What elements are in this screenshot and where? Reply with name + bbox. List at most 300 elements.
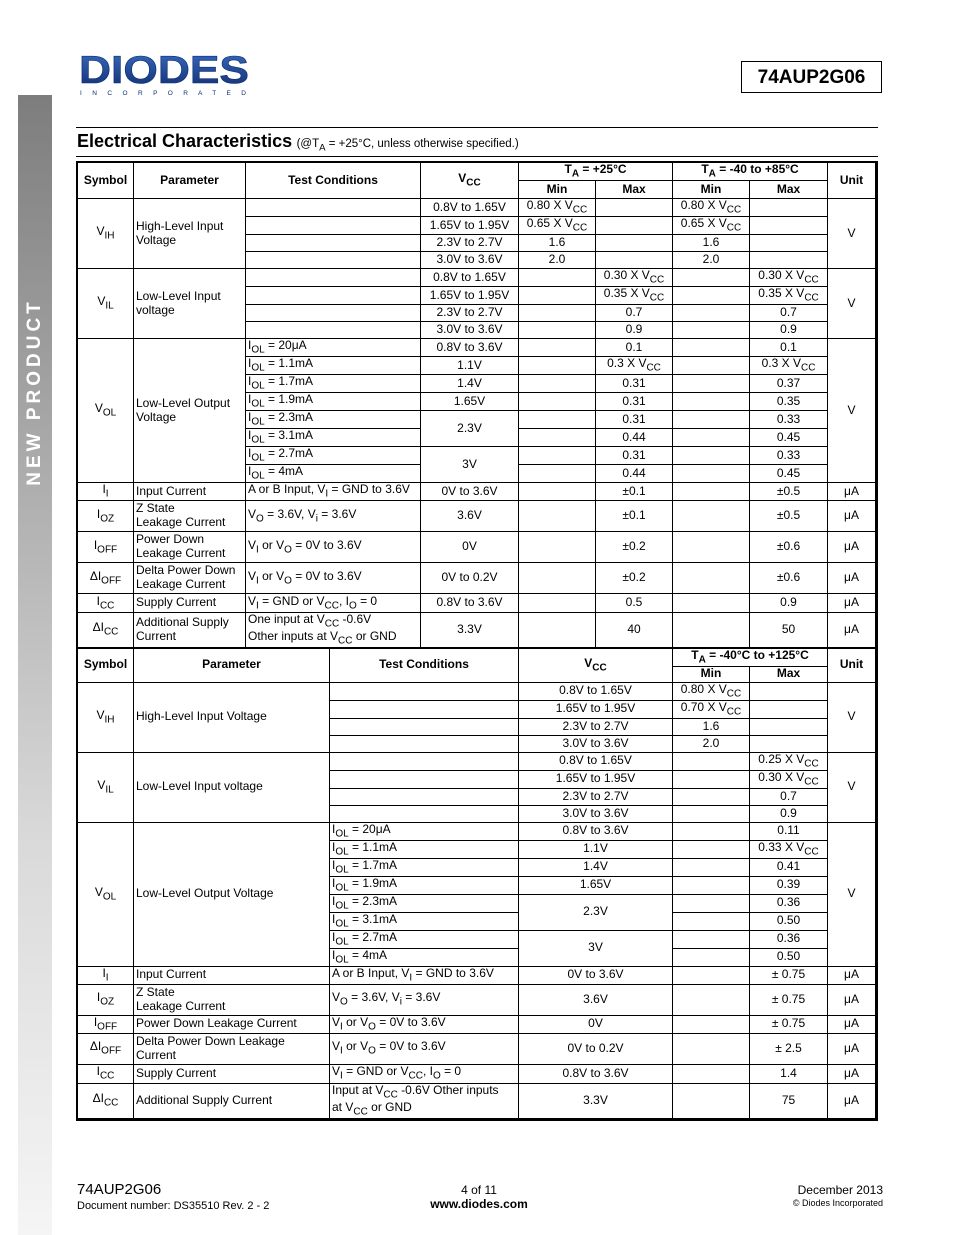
table-cell [519, 483, 596, 501]
table-cell: 1.1V [421, 357, 519, 375]
table-cell [750, 700, 828, 718]
table-cell [673, 429, 750, 447]
table-cell: $\Delta I_{OFF}$ [78, 563, 134, 594]
table-cell [673, 1064, 750, 1083]
table-cell [330, 682, 519, 700]
table-cell: $V_{OL}$ [78, 822, 134, 966]
table-cell: 2.3V to 2.7V [421, 235, 519, 252]
table-cell [673, 594, 750, 613]
table-cell: 0.5 [596, 594, 673, 613]
table-cell [246, 235, 421, 252]
table-cell [519, 322, 596, 339]
table-cell: $I_{OL} = 1.1mA$ [246, 357, 421, 375]
table-ta-125 [77, 648, 876, 1119]
table-cell: 0.70 X $V_{CC}$ [673, 700, 750, 718]
table-cell: 0.65 X $V_{CC}$ [519, 217, 596, 235]
table-cell: ± 0.75 [750, 966, 828, 984]
footer-page-number: 4 of 11 [461, 1183, 497, 1197]
table-cell: 0.9 [750, 322, 828, 339]
table-cell: $I_{OL} = 2.7mA$ [330, 930, 519, 948]
table-cell: 0.44 [596, 429, 673, 447]
table-cell: 40 [596, 613, 673, 648]
table-cell [596, 235, 673, 252]
table-cell: 2.3V to 2.7V [519, 788, 673, 805]
table-cell [673, 984, 750, 1015]
table-cell [673, 966, 750, 984]
table-cell: ±0.5 [750, 483, 828, 501]
table-cell: Supply Current [134, 594, 246, 613]
table-cell: Additional Supply Current [134, 1083, 330, 1118]
th-ta-25: $T_A = +25^\circ C$ [519, 163, 673, 181]
table-cell: 1.4 [750, 1064, 828, 1083]
footer-part-number: 74AUP2G06 [77, 1181, 162, 1198]
th-unit: Unit [828, 163, 876, 199]
table-cell [330, 805, 519, 822]
table-cell: 1.6 [519, 235, 596, 252]
table-cell: 0.36 [750, 930, 828, 948]
table-cell: $V_I$ = GND or $V_{CC}$, $I_O = 0$ [330, 1064, 519, 1083]
table-cell: $V_I$ or $V_O = 0V$ to 3.6V [330, 1015, 519, 1033]
table-cell: V [828, 682, 876, 752]
table-cell [246, 287, 421, 305]
table-cell: μA [828, 532, 876, 563]
table-row [78, 682, 876, 700]
th-min: Min [519, 181, 596, 199]
th-symbol: Symbol [78, 648, 134, 682]
table-cell [596, 199, 673, 217]
table-cell: 0.45 [750, 465, 828, 483]
table-cell [750, 199, 828, 217]
table-cell [750, 735, 828, 752]
table-cell: 1.6 [673, 718, 750, 735]
table-cell: 0.31 [596, 447, 673, 465]
table-cell: $I_I$ [78, 966, 134, 984]
table-cell [519, 393, 596, 411]
table-cell [519, 465, 596, 483]
table-cell: 0.80 X $V_{CC}$ [519, 199, 596, 217]
table-row [78, 1015, 876, 1033]
table-cell [330, 700, 519, 718]
table-cell: $V_{OL}$ [78, 339, 134, 483]
table-cell: 0.8V to 1.65V [421, 269, 519, 287]
th-test-conditions: Test Conditions [330, 648, 519, 682]
table-cell: 0.7 [750, 788, 828, 805]
table-cell [673, 339, 750, 357]
table-cell [519, 613, 596, 648]
table-cell [673, 563, 750, 594]
table-cell: $V_O = 3.6V$, $V_i = 3.6V$ [330, 984, 519, 1015]
th-symbol: Symbol [78, 163, 134, 199]
table-cell: 2.0 [673, 252, 750, 269]
table-cell: ±0.1 [596, 501, 673, 532]
table-cell: Supply Current [134, 1064, 330, 1083]
table-cell: μA [828, 1033, 876, 1064]
table-cell: 3.3V [421, 613, 519, 648]
table-cell [673, 305, 750, 322]
table-cell: 1.6 [673, 235, 750, 252]
table-cell: $I_{OL} = 20\mu A$ [330, 822, 519, 840]
table-row [78, 532, 876, 563]
table-cell: μA [828, 594, 876, 613]
table-cell: V [828, 339, 876, 483]
table-row [78, 984, 876, 1015]
table-cell: $I_{OL} = 20\mu A$ [246, 339, 421, 357]
table-cell: 0V to 0.2V [519, 1033, 673, 1064]
table-cell: 0.7 [596, 305, 673, 322]
table-cell [750, 235, 828, 252]
table-cell: 3.0V to 3.6V [519, 805, 673, 822]
table-row [78, 199, 876, 217]
table-cell: 0.3 X $V_{CC}$ [596, 357, 673, 375]
table-cell: 3.6V [519, 984, 673, 1015]
th-max: Max [750, 666, 828, 682]
table-cell: V [828, 269, 876, 339]
table-cell: 0.11 [750, 822, 828, 840]
table-cell [519, 501, 596, 532]
table-row [78, 613, 876, 648]
table-cell [519, 532, 596, 563]
table-cell: $I_{OL} = 1.7mA$ [246, 375, 421, 393]
table-cell [673, 1015, 750, 1033]
table-cell: $V_I$ or $V_O = 0V$ to 3.6V [246, 532, 421, 563]
table-cell: 0.41 [750, 858, 828, 876]
th-test-conditions: Test Conditions [246, 163, 421, 199]
table-cell: μA [828, 1083, 876, 1118]
table-row [78, 822, 876, 840]
table-cell: 3V [519, 930, 673, 966]
table-cell [673, 357, 750, 375]
table-cell: 75 [750, 1083, 828, 1118]
table-cell: $I_I$ [78, 483, 134, 501]
table-cell: Input at $V_{CC}$ -0.6V Other inputs at $V_{CC}$ or GND [330, 1083, 519, 1118]
table-row [78, 1064, 876, 1083]
table-cell [246, 252, 421, 269]
table-cell: $I_{OL} = 4mA$ [330, 948, 519, 966]
table-cell: $I_{OL} = 2.3mA$ [330, 894, 519, 912]
table-cell: $I_{OZ}$ [78, 501, 134, 532]
table-cell: $I_{OL} = 3.1mA$ [246, 429, 421, 447]
table-cell: ± 2.5 [750, 1033, 828, 1064]
table-cell: Power Down Leakage Current [134, 532, 246, 563]
table-cell: 0.33 [750, 447, 828, 465]
th-max: Max [750, 181, 828, 199]
table-cell [673, 322, 750, 339]
table-cell: 3.0V to 3.6V [421, 322, 519, 339]
table-cell: $\Delta I_{OFF}$ [78, 1033, 134, 1064]
table-cell: μA [828, 501, 876, 532]
table-ta-85-body [78, 199, 876, 648]
logo-subtext: I N C O R P O R A T E D [80, 90, 247, 97]
table-row [78, 563, 876, 594]
header-rule [76, 127, 878, 128]
table-cell: $V_{IH}$ [78, 199, 134, 269]
th-vcc: $V_{CC}$ [519, 648, 673, 682]
table-cell [246, 269, 421, 287]
table-cell [246, 199, 421, 217]
table-cell [673, 501, 750, 532]
table-cell: Additional Supply Current [134, 613, 246, 648]
table-row [78, 1033, 876, 1064]
th-unit: Unit [828, 648, 876, 682]
table-cell [673, 912, 750, 930]
electrical-characteristics-table [76, 161, 878, 1121]
table-cell: 0V [519, 1015, 673, 1033]
table-cell [673, 840, 750, 858]
table-cell [519, 447, 596, 465]
table-cell: 3.3V [519, 1083, 673, 1118]
table-cell: 0V [421, 532, 519, 563]
table-cell [673, 532, 750, 563]
table-cell: μA [828, 483, 876, 501]
footer-website-link[interactable]: www.diodes.com [430, 1197, 528, 1211]
footer-document-number: Document number: DS35510 Rev. 2 - 2 [77, 1200, 270, 1212]
th-vcc: $V_{CC}$ [421, 163, 519, 199]
table-cell: ± 0.75 [750, 1015, 828, 1033]
table-cell [673, 805, 750, 822]
table-cell: ±0.6 [750, 563, 828, 594]
table-cell: 3.0V to 3.6V [519, 735, 673, 752]
table-cell: 0.3 X $V_{CC}$ [750, 357, 828, 375]
table-cell: 0.8V to 1.65V [519, 682, 673, 700]
table-cell: μA [828, 966, 876, 984]
table-cell [673, 770, 750, 788]
table-cell: 0.8V to 1.65V [421, 199, 519, 217]
table-cell: 0.45 [750, 429, 828, 447]
table-cell: V [828, 822, 876, 966]
table-cell [673, 930, 750, 948]
title-rule [76, 156, 878, 157]
th-min: Min [673, 666, 750, 682]
table-cell: ±0.2 [596, 532, 673, 563]
table-cell: ±0.5 [750, 501, 828, 532]
th-parameter: Parameter [134, 163, 246, 199]
table-cell: 0.9 [750, 594, 828, 613]
table-cell: V [828, 752, 876, 822]
table-cell: Z State Leakage Current [134, 501, 246, 532]
table-cell: 0.31 [596, 393, 673, 411]
table-cell [519, 429, 596, 447]
table-row [78, 339, 876, 357]
table-cell [673, 822, 750, 840]
table-cell [246, 217, 421, 235]
table-cell [673, 752, 750, 770]
table-cell: ±0.1 [596, 483, 673, 501]
table-cell: 0.50 [750, 948, 828, 966]
table-cell: 0.1 [596, 339, 673, 357]
table-cell [673, 483, 750, 501]
section-title [77, 131, 519, 153]
table-cell [673, 948, 750, 966]
table-cell: 0.44 [596, 465, 673, 483]
table-cell: $I_{OFF}$ [78, 532, 134, 563]
table-cell: 0.80 X $V_{CC}$ [673, 199, 750, 217]
table-cell: $V_{IL}$ [78, 752, 134, 822]
logo-text: DIODES [79, 50, 249, 92]
table-cell: A or B Input, $V_I$ = GND to 3.6V [246, 483, 421, 501]
table-cell: $\Delta I_{CC}$ [78, 1083, 134, 1118]
table-cell [750, 682, 828, 700]
table-cell: 0.39 [750, 876, 828, 894]
table-cell: $I_{OL} = 1.1mA$ [330, 840, 519, 858]
table-cell: $I_{OL} = 1.7mA$ [330, 858, 519, 876]
table-cell [673, 465, 750, 483]
table-cell: ±0.2 [596, 563, 673, 594]
table-cell: 1.4V [519, 858, 673, 876]
table-cell: $I_{OL} = 1.9mA$ [246, 393, 421, 411]
table-cell: 1.65V to 1.95V [519, 700, 673, 718]
table-cell: 0.35 X $V_{CC}$ [750, 287, 828, 305]
table-row [78, 501, 876, 532]
table-cell [519, 269, 596, 287]
table-cell: 0V to 3.6V [519, 966, 673, 984]
table-cell [519, 563, 596, 594]
table-cell: μA [828, 1064, 876, 1083]
table-cell: Low-Level Input voltage [134, 269, 246, 339]
table-cell [330, 788, 519, 805]
table-cell: $I_{OFF}$ [78, 1015, 134, 1033]
th-max: Max [596, 181, 673, 199]
table-cell: V [828, 199, 876, 269]
table-cell: 2.3V to 2.7V [421, 305, 519, 322]
footer-copyright: © Diodes Incorporated [792, 1198, 883, 1208]
table-cell: 0.1 [750, 339, 828, 357]
table-cell [673, 411, 750, 429]
table-cell: 0.33 X $V_{CC}$ [750, 840, 828, 858]
diodes-logo [78, 50, 258, 98]
table-cell: $I_{CC}$ [78, 594, 134, 613]
table-cell: 2.0 [519, 252, 596, 269]
table-cell: 0V to 3.6V [421, 483, 519, 501]
table-cell: High-Level Input Voltage [134, 199, 246, 269]
table-cell: 0.35 X $V_{CC}$ [596, 287, 673, 305]
table-cell [673, 447, 750, 465]
table-cell [673, 287, 750, 305]
table-cell: $V_O = 3.6V$, $V_i = 3.6V$ [246, 501, 421, 532]
table-cell [750, 718, 828, 735]
table-cell: 1.4V [421, 375, 519, 393]
table-cell: 3.0V to 3.6V [421, 252, 519, 269]
table-cell [519, 375, 596, 393]
table-cell: 0.35 [750, 393, 828, 411]
table-cell: 0.9 [750, 805, 828, 822]
sidebar-band [18, 95, 52, 1235]
table-cell: 0.30 X $V_{CC}$ [750, 269, 828, 287]
table-cell: Delta Power Down Leakage Current [134, 563, 246, 594]
table-cell: $I_{OL} = 3.1mA$ [330, 912, 519, 930]
table-cell [673, 613, 750, 648]
table-cell: 0.37 [750, 375, 828, 393]
table-cell: 0.8V to 3.6V [421, 339, 519, 357]
table-cell: Low-Level Output Voltage [134, 339, 246, 483]
th-ta-125: $T_A = -40^\circ C$ to +125°C [673, 648, 828, 666]
table-cell: 0.65 X $V_{CC}$ [673, 217, 750, 235]
th-parameter: Parameter [134, 648, 330, 682]
table-cell [519, 411, 596, 429]
table-row [78, 483, 876, 501]
table-cell [330, 735, 519, 752]
table-cell: Delta Power Down Leakage Current [134, 1033, 330, 1064]
th-ta-85: $T_A = -40$ to +85°C [673, 163, 828, 181]
table-cell: Power Down Leakage Current [134, 1015, 330, 1033]
section-title-text: Electrical Characteristics [77, 131, 293, 151]
table-cell [673, 269, 750, 287]
table-cell: μA [828, 984, 876, 1015]
table-row [78, 752, 876, 770]
table-cell [519, 287, 596, 305]
table-cell [330, 718, 519, 735]
table-cell [246, 322, 421, 339]
footer-date: December 2013 [797, 1183, 883, 1197]
table-cell [330, 770, 519, 788]
table-cell: μA [828, 563, 876, 594]
table-cell [673, 375, 750, 393]
table-cell: $I_{OL} = 2.3mA$ [246, 411, 421, 429]
table-row [78, 1083, 876, 1118]
table-cell: 3V [421, 447, 519, 483]
table-cell: High-Level Input Voltage [134, 682, 330, 752]
table-cell: 1.65V [519, 876, 673, 894]
table-cell: 0.80 X $V_{CC}$ [673, 682, 750, 700]
table-cell [596, 217, 673, 235]
table-cell [673, 788, 750, 805]
table-cell [673, 858, 750, 876]
table-cell: $I_{OL} = 4mA$ [246, 465, 421, 483]
table-cell: 0.9 [596, 322, 673, 339]
table-ta-125-body [78, 682, 876, 1118]
table-cell: Z State Leakage Current [134, 984, 330, 1015]
table-cell: 0.31 [596, 411, 673, 429]
table-cell: $I_{CC}$ [78, 1064, 134, 1083]
new-product-label: NEW PRODUCT [24, 298, 45, 486]
table-cell: 0.33 [750, 411, 828, 429]
table-cell: 50 [750, 613, 828, 648]
table-cell: 0.7 [750, 305, 828, 322]
part-number-box: 74AUP2G06 [741, 61, 882, 93]
table-cell: A or B Input, $V_I$ = GND to 3.6V [330, 966, 519, 984]
table-cell [596, 252, 673, 269]
table-cell: μA [828, 613, 876, 648]
table-cell: 0.30 X $V_{CC}$ [596, 269, 673, 287]
table-cell [673, 876, 750, 894]
table-cell: $V_{IH}$ [78, 682, 134, 752]
table-cell: 0.30 X $V_{CC}$ [750, 770, 828, 788]
table-cell [673, 894, 750, 912]
table-cell [673, 1033, 750, 1064]
table-cell: Low-Level Input voltage [134, 752, 330, 822]
table-cell [673, 393, 750, 411]
table-cell [246, 305, 421, 322]
th-min: Min [673, 181, 750, 199]
table-cell: 0.31 [596, 375, 673, 393]
table-cell [519, 305, 596, 322]
table-cell: 0.8V to 3.6V [519, 822, 673, 840]
table-row [78, 269, 876, 287]
table-cell: $I_{OL} = 2.7mA$ [246, 447, 421, 465]
table-cell: $V_I$ or $V_O = 0V$ to 3.6V [246, 563, 421, 594]
table-cell: $I_{OZ}$ [78, 984, 134, 1015]
table-cell: 1.1V [519, 840, 673, 858]
table-cell: μA [828, 1015, 876, 1033]
table-ta-85 [77, 162, 876, 648]
table-cell: 1.65V [421, 393, 519, 411]
table-cell: 0.8V to 3.6V [519, 1064, 673, 1083]
table-cell [519, 339, 596, 357]
table-cell [519, 357, 596, 375]
table-cell: 1.65V to 1.95V [519, 770, 673, 788]
table-row [78, 966, 876, 984]
table-cell: 0.50 [750, 912, 828, 930]
table-cell: ± 0.75 [750, 984, 828, 1015]
